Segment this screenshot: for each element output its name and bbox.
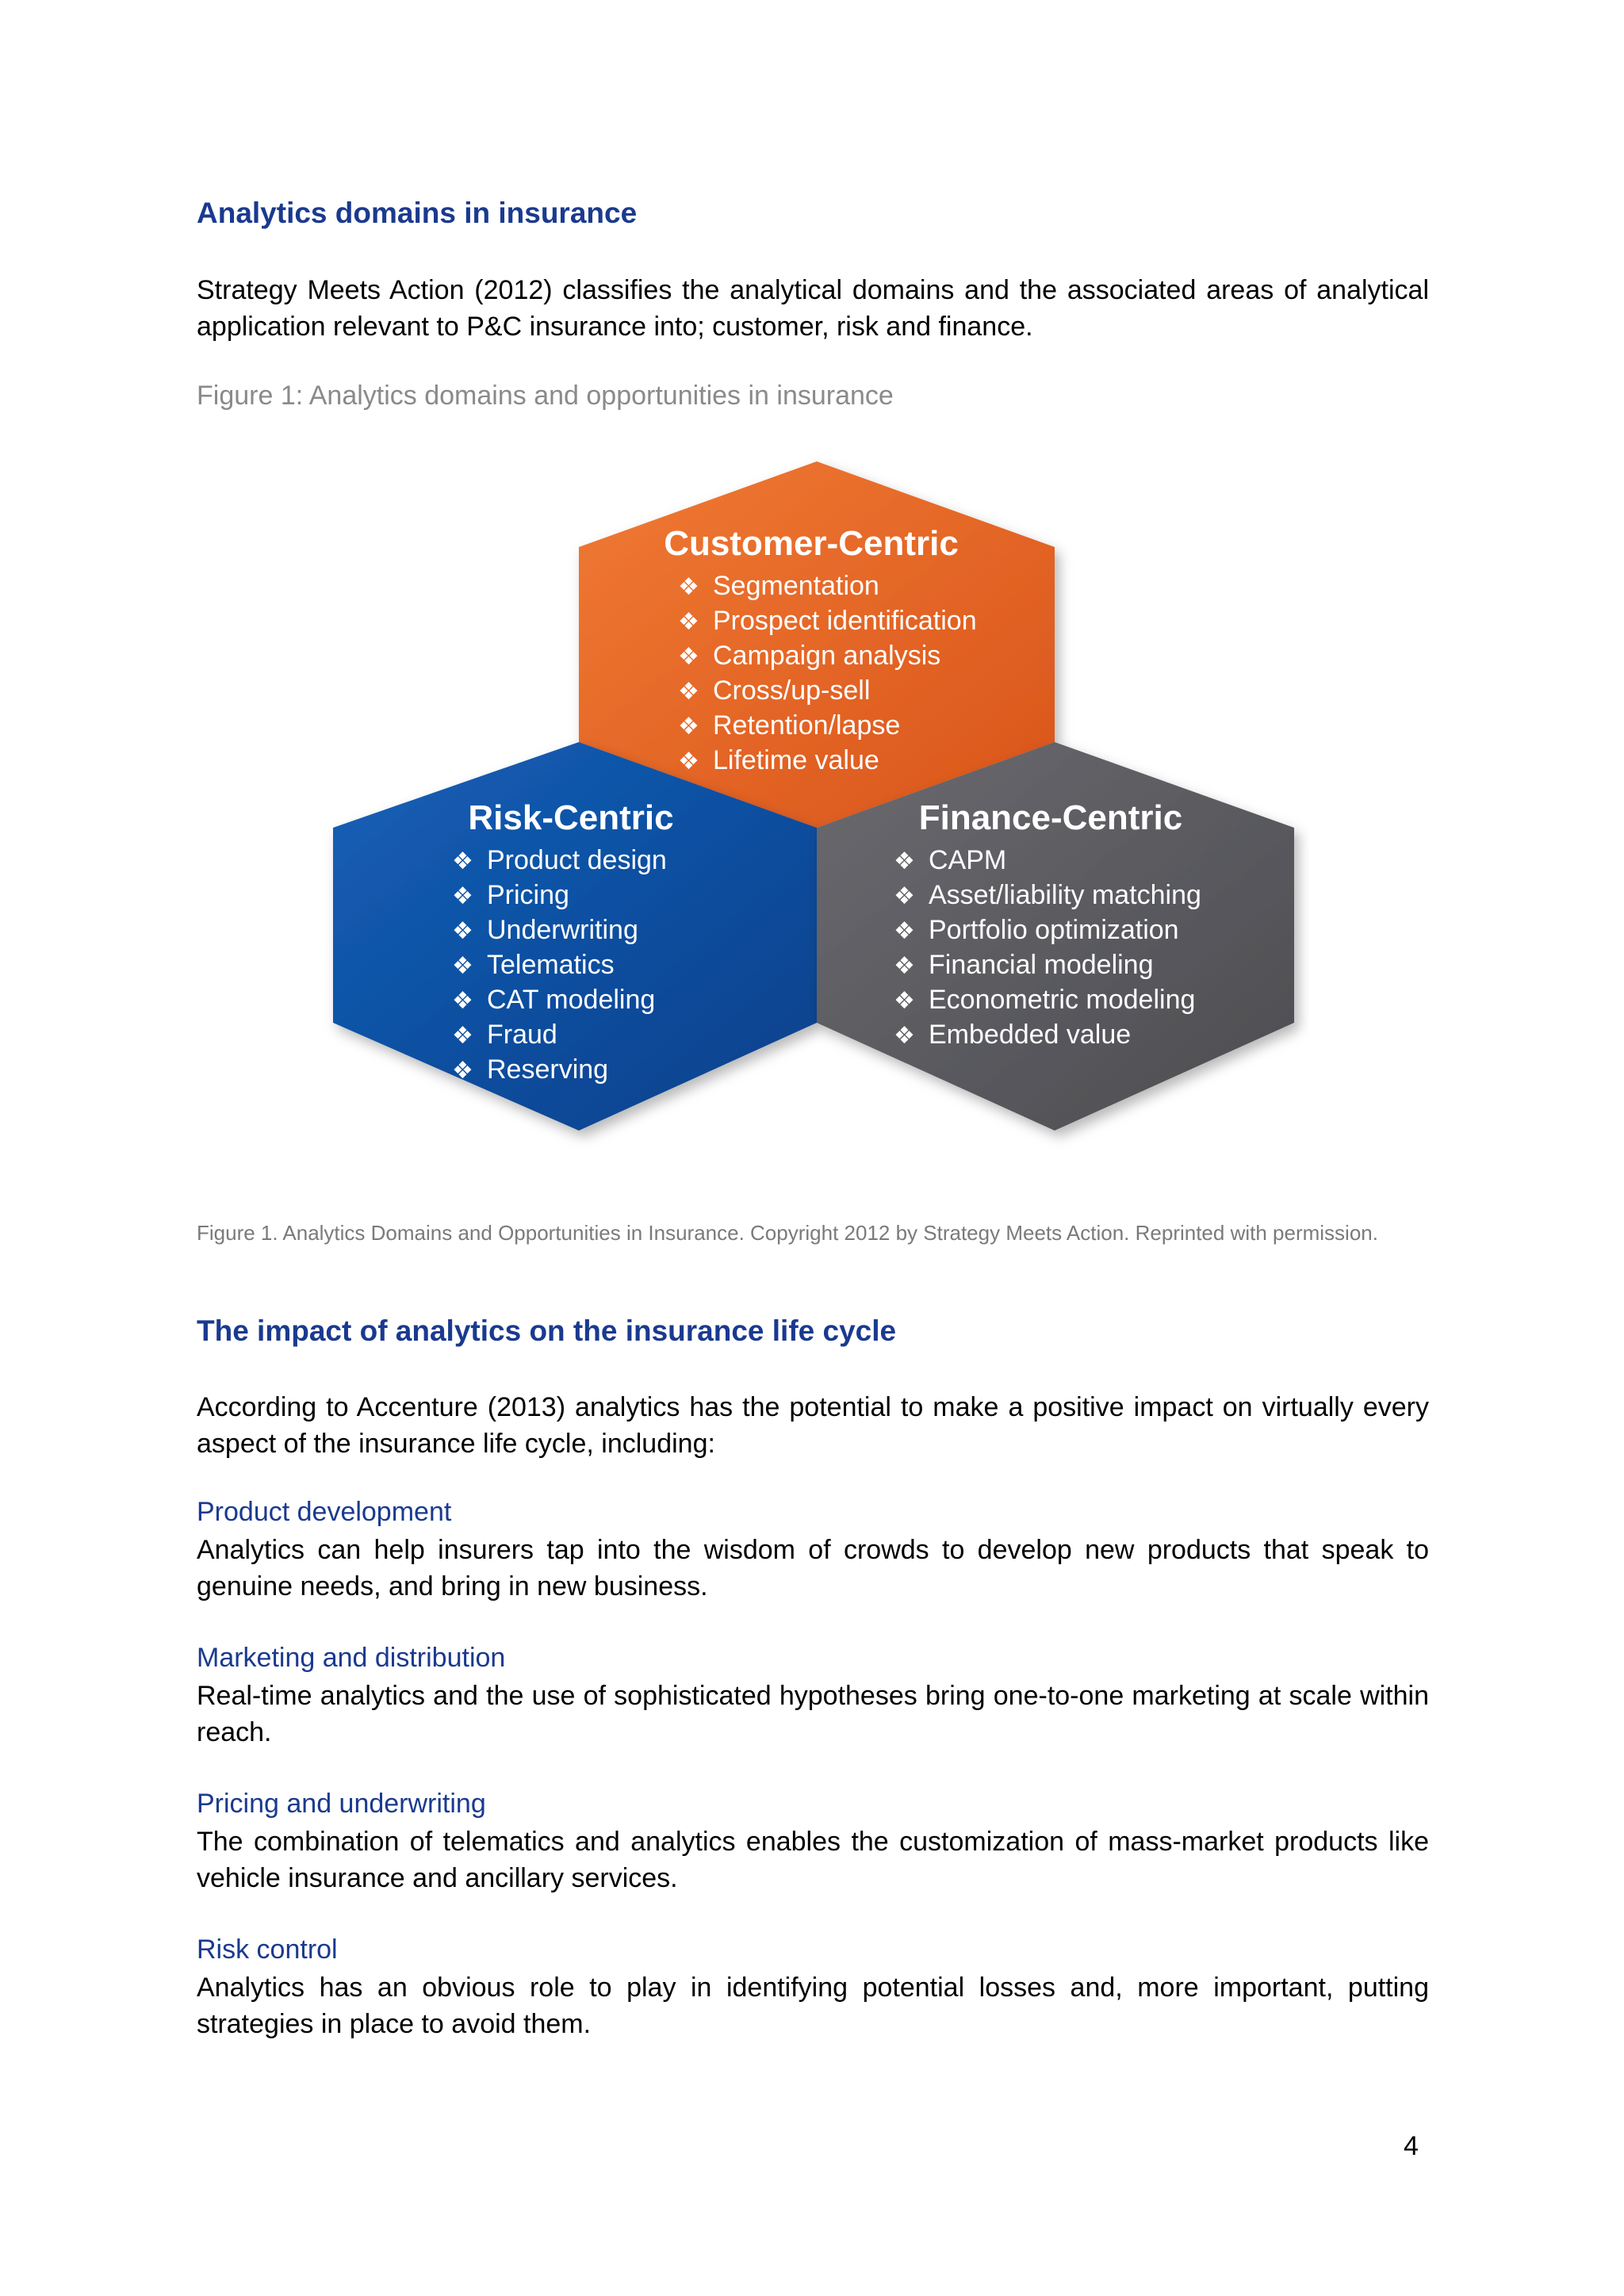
subheading-pricing-underwriting: Pricing and underwriting — [197, 1789, 486, 1819]
section-heading-impact: The impact of analytics on the insurance life cycle — [197, 1314, 897, 1347]
customer-centric-title: Customer-Centric — [664, 524, 959, 563]
figure-caption-top: Figure 1: Analytics domains and opportunities in insurance — [197, 381, 894, 411]
customer-bullet-icon: ❖ — [678, 714, 699, 740]
finance-bullet-icon: ❖ — [894, 953, 915, 979]
figure-caption-bottom: Figure 1. Analytics Domains and Opportunities in Insurance. Copyright 2012 by Strategy Meets Action. Reprinted with permission. — [197, 1221, 1378, 1245]
finance-item: Embedded value — [929, 1020, 1132, 1050]
risk-bullet-icon: ❖ — [452, 883, 473, 909]
customer-bullet-icon: ❖ — [678, 574, 699, 600]
analytics-domains-figure — [317, 452, 1308, 1173]
risk-item: CAT modeling — [487, 985, 656, 1015]
finance-bullet-icon: ❖ — [894, 918, 915, 944]
finance-item: CAPM — [929, 845, 1007, 875]
finance-bullet-icon: ❖ — [894, 988, 915, 1014]
product-development-text: Analytics can help insurers tap into the wisdom of crowds to develop new products that speak to genuine needs, and bring in new business. — [197, 1535, 1429, 1601]
risk-item: Fraud — [487, 1020, 557, 1050]
finance-item: Econometric modeling — [929, 985, 1196, 1015]
risk-item: Reserving — [487, 1054, 609, 1085]
customer-item: Segmentation — [713, 571, 879, 601]
section-heading-analytics-domains: Analytics domains in insurance — [197, 197, 638, 229]
customer-item: Retention/lapse — [713, 710, 901, 740]
finance-item: Portfolio optimization — [929, 915, 1179, 945]
subheading-product-development: Product development — [197, 1497, 452, 1527]
customer-bullet-icon: ❖ — [678, 609, 699, 635]
customer-item: Lifetime value — [713, 745, 879, 775]
pricing-underwriting-text: The combination of telematics and analytics enables the customization of mass-market products like vehicle insurance and ancillary services. — [197, 1827, 1429, 1893]
risk-bullet-icon: ❖ — [452, 1058, 473, 1084]
risk-item: Underwriting — [487, 915, 638, 945]
risk-bullet-icon: ❖ — [452, 953, 473, 979]
impact-intro-paragraph: According to Accenture (2013) analytics has the potential to make a positive impact on virtually every aspect of the insurance life cycle, including: — [197, 1392, 1429, 1459]
finance-bullet-icon: ❖ — [894, 883, 915, 909]
risk-centric-title: Risk-Centric — [468, 798, 674, 837]
marketing-distribution-text: Real-time analytics and the use of sophisticated hypotheses bring one-to-one marketing at scale within reach. — [197, 1681, 1429, 1747]
risk-bullet-icon: ❖ — [452, 1023, 473, 1049]
finance-bullet-icon: ❖ — [894, 1023, 915, 1049]
customer-bullet-icon: ❖ — [678, 679, 699, 705]
finance-centric-title: Finance-Centric — [918, 798, 1183, 837]
customer-item: Cross/up-sell — [713, 675, 871, 706]
risk-item: Telematics — [487, 950, 615, 980]
risk-control-text: Analytics has an obvious role to play in identifying potential losses and, more important, putting strategies in place to avoid them. — [197, 1973, 1429, 2039]
risk-item: Pricing — [487, 880, 569, 910]
customer-item: Campaign analysis — [713, 641, 941, 671]
section-intro-paragraph: Strategy Meets Action (2012) classifies the analytical domains and the associated areas of analytical application relevant to P&C insurance into; customer, risk and finance. — [197, 275, 1429, 342]
customer-bullet-icon: ❖ — [678, 644, 699, 670]
finance-bullet-icon: ❖ — [894, 848, 915, 874]
finance-item: Asset/liability matching — [929, 880, 1201, 910]
subheading-risk-control: Risk control — [197, 1934, 338, 1965]
risk-bullet-icon: ❖ — [452, 988, 473, 1014]
finance-item: Financial modeling — [929, 950, 1154, 980]
customer-bullet-icon: ❖ — [678, 748, 699, 775]
risk-bullet-icon: ❖ — [452, 848, 473, 874]
customer-item: Prospect identification — [713, 606, 977, 636]
page-number: 4 — [1404, 2131, 1419, 2161]
risk-bullet-icon: ❖ — [452, 918, 473, 944]
subheading-marketing-distribution: Marketing and distribution — [197, 1643, 506, 1673]
risk-item: Product design — [487, 845, 667, 875]
